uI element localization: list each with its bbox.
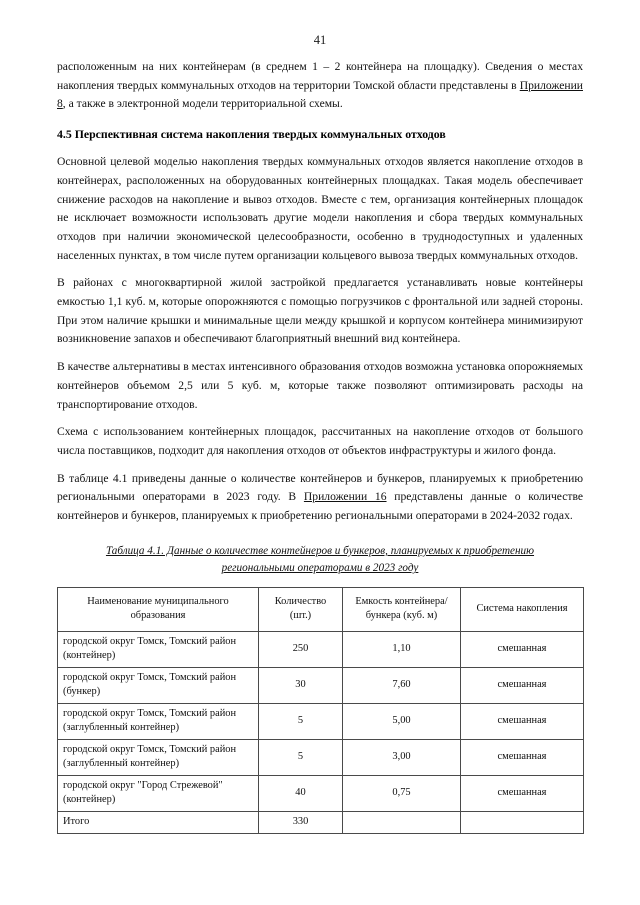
cell-quantity: 5 [259,739,343,775]
column-header-quantity-line1: Количество [274,595,327,607]
column-header-name-line2: образования [130,610,186,622]
paragraph-intro [57,58,583,114]
column-header-quantity-line2: (шт.) [289,610,312,622]
cell-system: смешанная [461,775,584,811]
column-header-name-line1: Наименование муниципального [87,595,229,607]
cell-system: смешанная [461,739,584,775]
column-header-system-line1: Система накопления [476,603,568,615]
cell-quantity: 30 [259,667,343,703]
appendix-8-reference[interactable]: Приложении 8 [57,78,583,111]
table-header-row [58,587,584,631]
table-row [58,739,584,775]
cell-quantity: 5 [259,703,343,739]
table-row [58,631,584,667]
table-header [58,587,584,631]
table-caption-line-1: Таблица 4.1. Данные о количестве контейнеров и бункеров, планируемых к приобретению [105,544,535,557]
paragraph-intro-pre: расположенным на них контейнерам (в среднем 1 – 2 контейнера на площадку). Сведения о местах накопления твердых коммунальных отходов на территории Томской области представлены в [57,60,583,92]
cell-total-capacity [343,811,461,833]
table-row [58,775,584,811]
cell-name: городской округ Томск, Томский район (заглубленный контейнер) [58,739,259,775]
cell-system: смешанная [461,703,584,739]
cell-name: городской округ Томск, Томский район (бункер) [58,667,259,703]
table-row-total [58,811,584,833]
cell-total-system [461,811,584,833]
column-header-quantity [259,587,343,631]
cell-name: городской округ Томск, Томский район (заглубленный контейнер) [58,703,259,739]
cell-capacity: 3,00 [343,739,461,775]
cell-capacity: 0,75 [343,775,461,811]
column-header-capacity-line1: Емкость контейнера/ [355,595,448,607]
cell-total-label: Итого [58,811,259,833]
cell-quantity: 250 [259,631,343,667]
table-intro-pre: В таблице 4.1 приведены данные о количестве контейнеров и бункеров, планируемых к приобретению региональными операторами в 2023 году. В [57,471,583,504]
paragraph-1: Основной целевой моделью накопления твердых коммунальных отходов является накопление отходов в контейнерах, расположенных на оборудованных контейнерных площадках. Такая модель обеспечивает снижение расходов на накопление и вывоз отходов. Вместе с тем, организация контейнерных площадок не исключает возможности использовать другие модели накопления и сбора твердых коммунальных отходов при наличии экономической целесообразности, особенно в труднодоступных и удаленных населенных пунктах, в том числе путем организации кольцевого вывоза твердых коммунальных отходов. [57,155,583,262]
cell-name: городской округ "Город Стрежевой" (контейнер) [58,775,259,811]
paragraph-table-intro [57,470,583,526]
cell-capacity: 7,60 [343,667,461,703]
cell-total-quantity: 330 [259,811,343,833]
column-header-name [58,587,259,631]
column-header-system [461,587,584,631]
cell-system: смешанная [461,631,584,667]
table-row [58,667,584,703]
table-caption-line-2: региональными операторами в 2023 году [221,562,419,575]
cell-name: городской округ Томск, Томский район (контейнер) [58,631,259,667]
column-header-capacity-line2: бункера (куб. м) [365,610,438,622]
paragraph-4: Схема с использованием контейнерных площадок, рассчитанных на накопление отходов от большого числа поставщиков, подходит для накопления отходов от объектов инфраструктуры и жилого фонда. [57,425,583,457]
page-number: 41 [313,33,327,47]
table-caption [57,543,583,578]
cell-capacity: 5,00 [343,703,461,739]
section-heading-4-5: 4.5 Перспективная система накопления твердых коммунальных отходов [57,127,446,142]
table-intro-post: представлены данные о количестве контейнеров и бункеров, планируемых к приобретению региональными операторами в 2024-2032 годах. [57,490,583,523]
containers-table [57,587,584,834]
cell-capacity: 1,10 [343,631,461,667]
paragraph-intro-post: , а также в электронной модели территориальной схемы. [62,97,343,111]
table-body [58,631,584,833]
paragraph-3: В качестве альтернативы в местах интенсивного образования отходов возможна установка опорожняемых контейнеров объемом 2,5 или 5 куб. м, которые также позволяют оптимизировать расходы на транспортирование отходов. [57,360,583,411]
column-header-capacity [343,587,461,631]
paragraph-2: В районах с многоквартирной жилой застройкой предлагается устанавливать новые контейнеры емкостью 1,1 куб. м, которые опорожняются с помощью погрузчиков с фронтальной или задней стороны. При этом наличие крышки и минимальные щели между крышкой и корпусом контейнера минимизируют возникновение запахов и обеспечивают благоприятный внешний вид контейнера. [57,276,583,346]
cell-system: смешанная [461,667,584,703]
cell-quantity: 40 [259,775,343,811]
table-row [58,703,584,739]
appendix-16-reference[interactable]: Приложении 16 [303,490,387,504]
page-content [57,58,583,834]
